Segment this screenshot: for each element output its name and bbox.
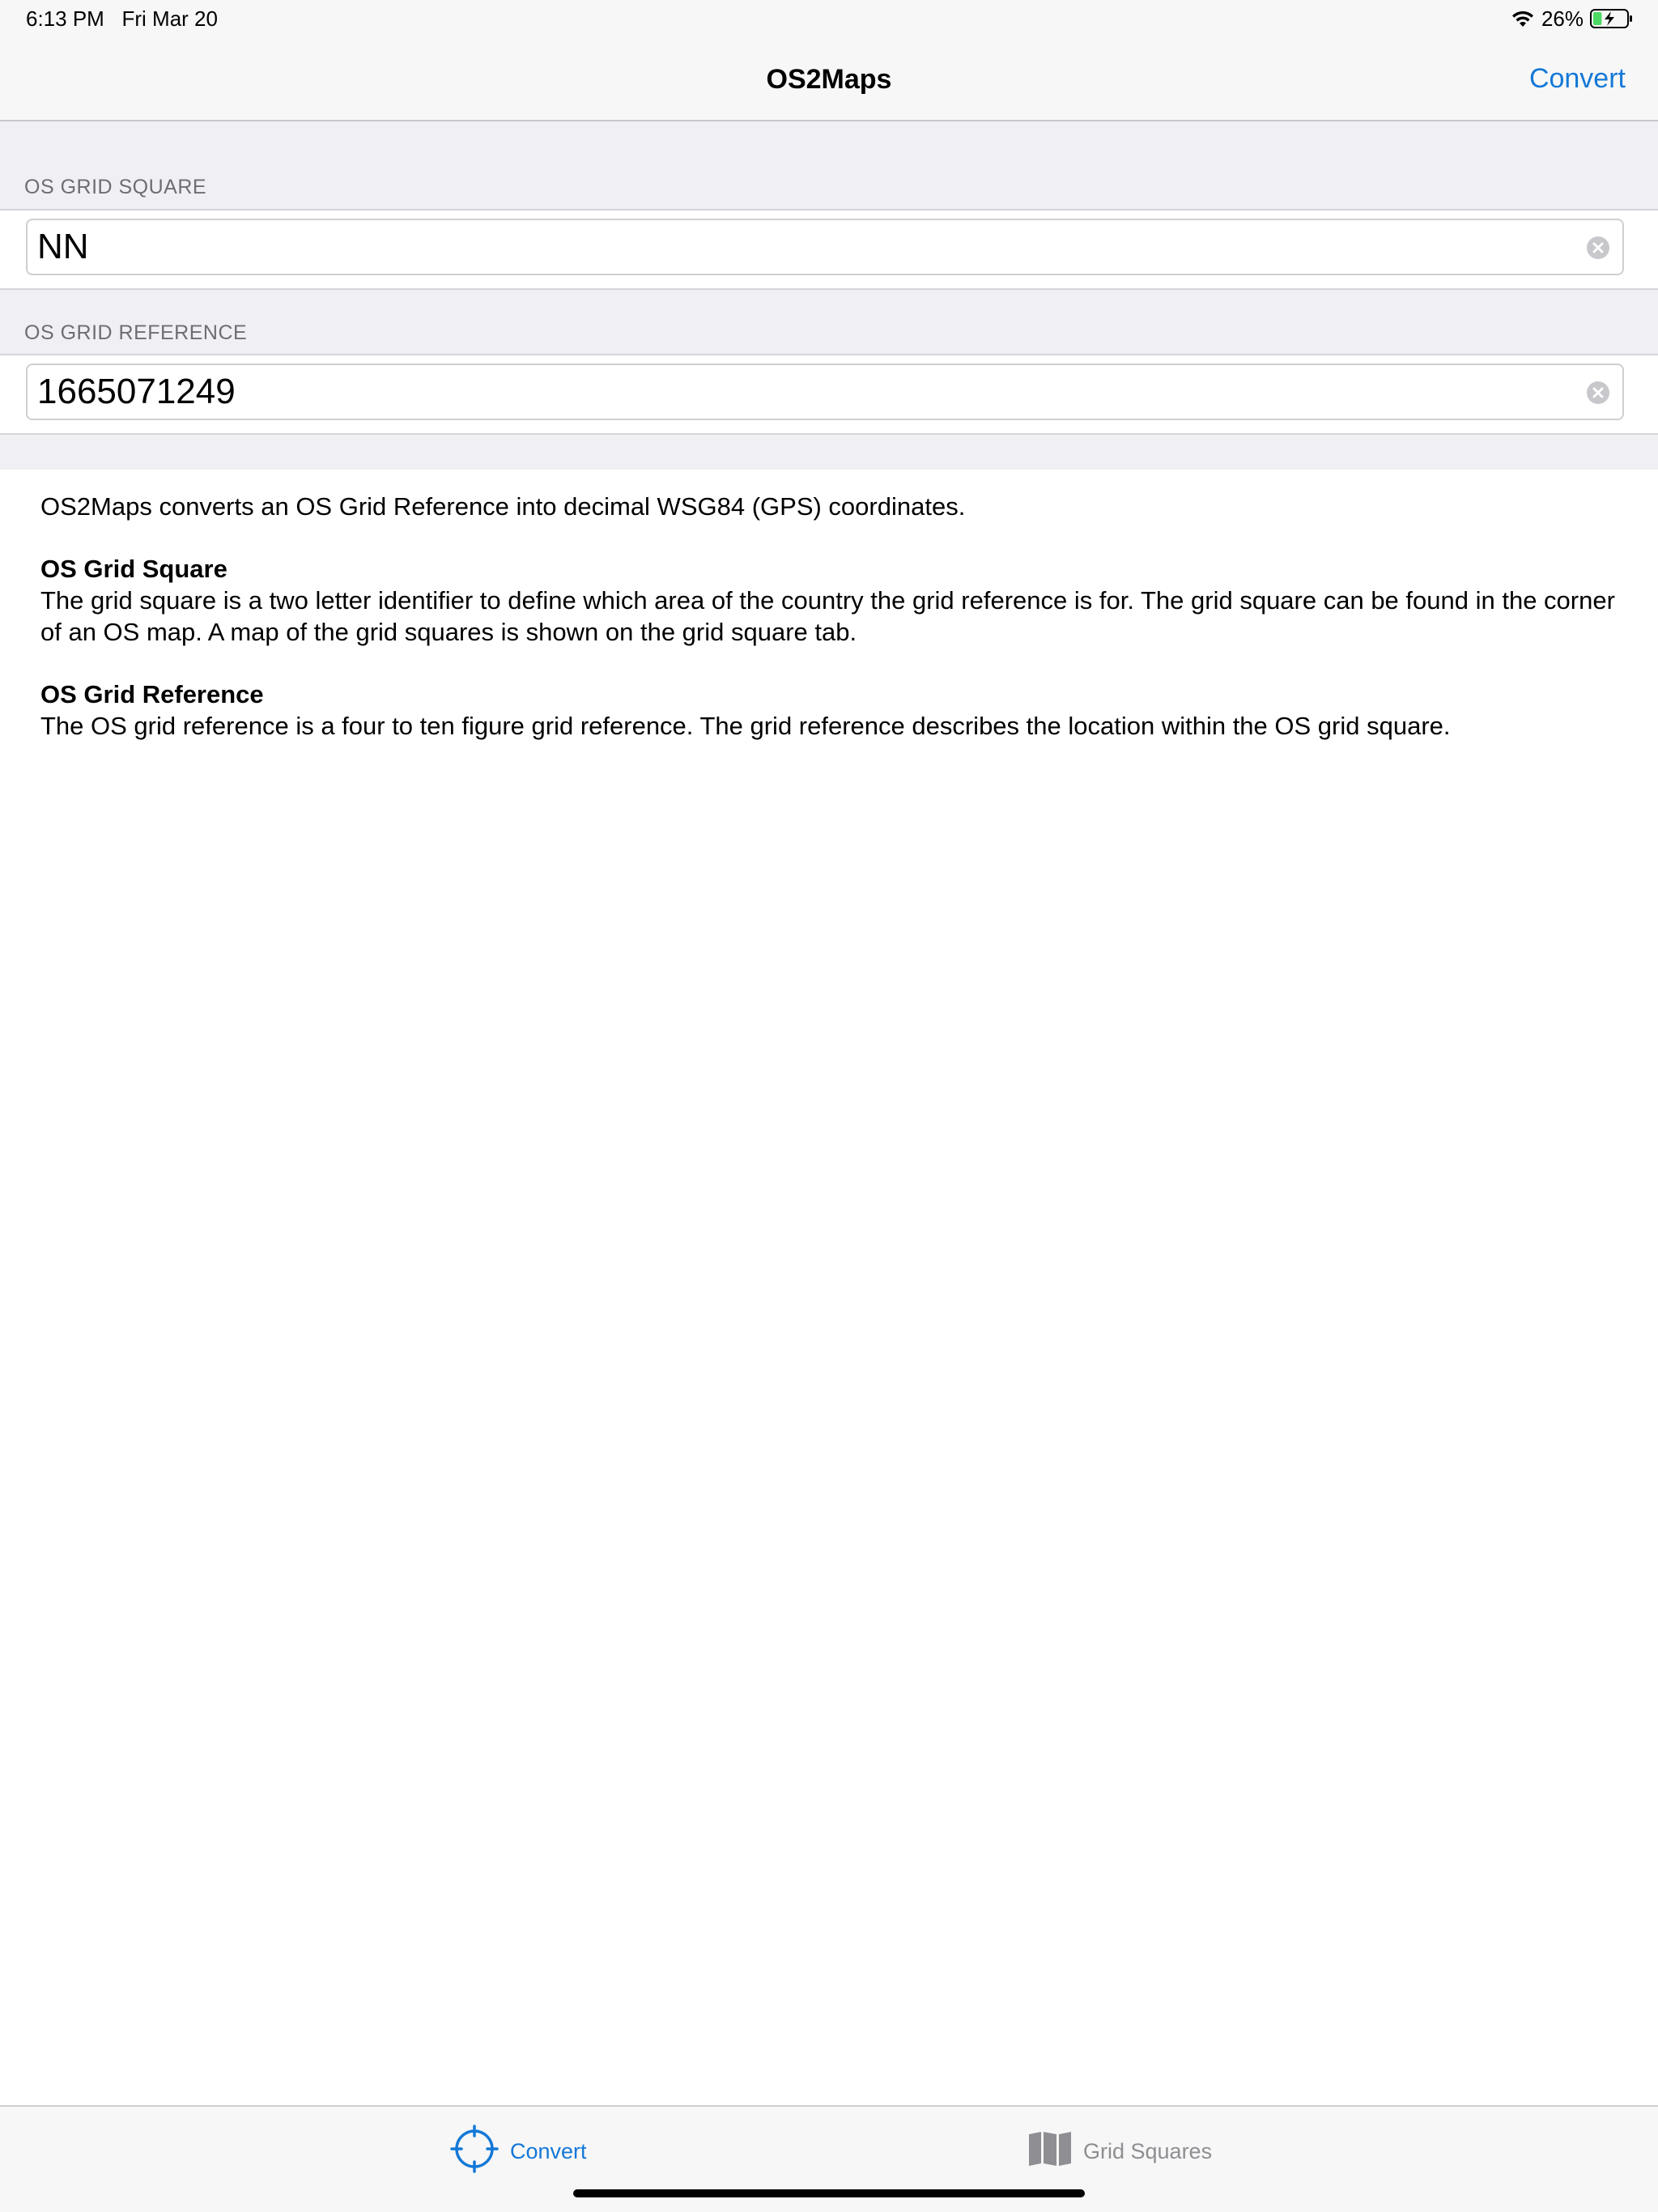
grid-square-heading: OS Grid Square [40, 555, 227, 583]
status-time: 6:13 PM [26, 6, 104, 31]
grid-reference-field-box [26, 364, 1624, 420]
grid-square-header: OS GRID SQUARE [24, 176, 207, 198]
crosshair-icon [450, 2125, 499, 2179]
description-text [40, 491, 1619, 742]
battery-charging-icon [1590, 8, 1634, 29]
convert-button[interactable]: Convert [1529, 60, 1626, 97]
intro-text: OS2Maps converts an OS Grid Reference into decimal WSG84 (GPS) coordinates. [40, 492, 966, 521]
tab-grid-squares-label: Grid Squares [1083, 2138, 1213, 2163]
tab-convert[interactable] [450, 2125, 587, 2178]
status-indicators [1511, 5, 1634, 32]
grid-reference-header: OS GRID REFERENCE [24, 321, 248, 344]
clear-grid-square-icon[interactable] [1587, 236, 1609, 259]
grid-reference-description: The OS grid reference is a four to ten figure grid reference. The grid reference describes the location within the OS grid square. [40, 712, 1451, 740]
page-title: OS2Maps [766, 64, 892, 95]
home-indicator[interactable] [573, 2189, 1085, 2197]
map-icon [1028, 2131, 1072, 2172]
clear-grid-reference-icon[interactable] [1587, 381, 1609, 404]
tab-convert-label: Convert [510, 2138, 587, 2163]
status-time-date [26, 6, 218, 31]
grid-reference-heading: OS Grid Reference [40, 680, 264, 708]
status-date: Fri Mar 20 [121, 6, 218, 31]
wifi-icon [1511, 9, 1535, 28]
grid-square-row [0, 209, 1658, 290]
tab-grid-squares[interactable] [1028, 2125, 1212, 2178]
conversion-form [0, 121, 1658, 470]
grid-square-input[interactable] [37, 220, 1559, 274]
grid-square-field-box [26, 219, 1624, 275]
grid-square-description: The grid square is a two letter identifier to define which area of the country the grid reference is for. The grid square can be found in the corner of an OS map. A map of the grid squares is shown on the grid square tab. [40, 586, 1615, 646]
battery-percent: 26% [1541, 6, 1584, 31]
grid-reference-row [0, 354, 1658, 435]
grid-reference-input[interactable] [37, 365, 1559, 419]
navigation-bar [0, 0, 1658, 121]
